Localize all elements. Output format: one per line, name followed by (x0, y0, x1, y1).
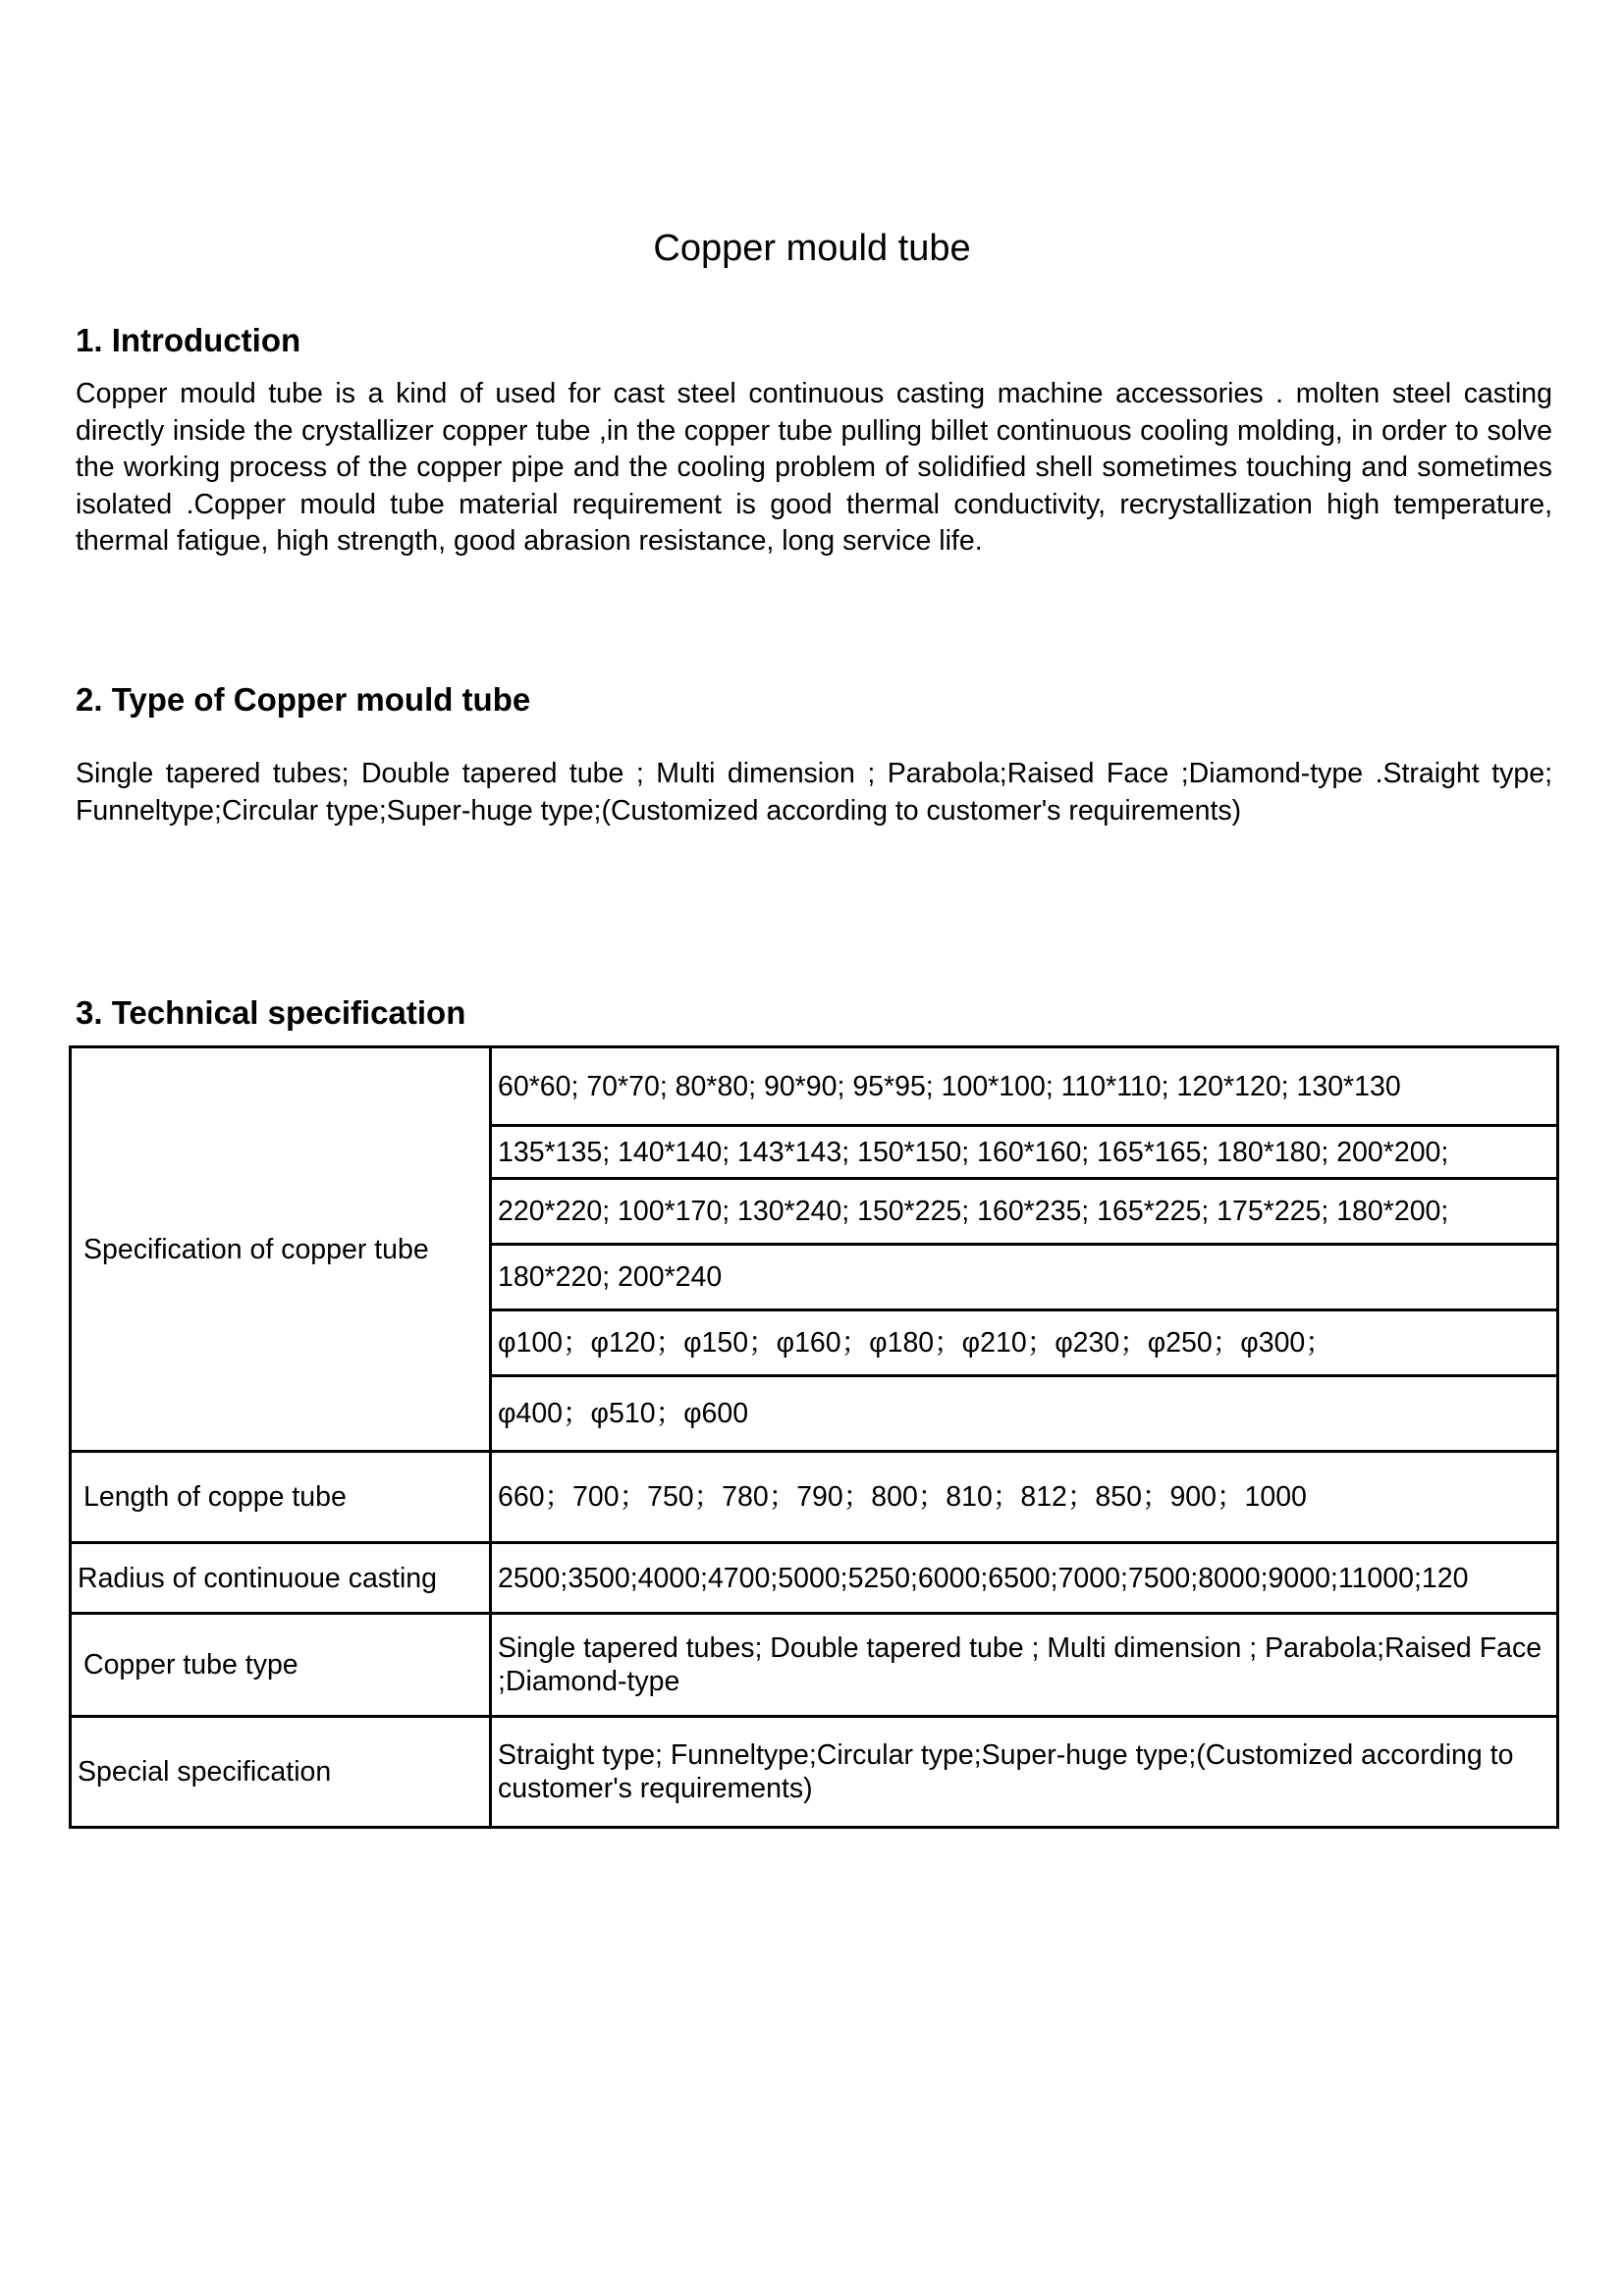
spec-row: 180*220; 200*240 (491, 1245, 1558, 1310)
special-value: Straight type; Funneltype;Circular type;Super-huge type;(Customized according to customer's requirements) (491, 1717, 1558, 1828)
spec-label: Specification of copper tube (71, 1047, 491, 1452)
introduction-heading: 1. Introduction (76, 322, 301, 358)
type-value: Single tapered tubes; Double tapered tube ; Multi dimension ; Parabola;Raised Face ;Diamond-type (491, 1614, 1558, 1717)
table-row (71, 1717, 1558, 1828)
spec-table (69, 1045, 1559, 1829)
spec-row: 60*60; 70*70; 80*80; 90*90; 95*95; 100*100; 110*110; 120*120; 130*130 (491, 1047, 1558, 1126)
types-text: Single tapered tubes; Double tapered tube ; Multi dimension ; Parabola;Raised Face ;Diamond-type .Straight type; Funneltype;Circular type;Super-huge type;(Customized according to customer's requirements) (76, 758, 1552, 827)
types-heading: 2. Type of Copper mould tube (76, 681, 531, 718)
page-title: Copper mould tube (653, 228, 971, 269)
table-row (71, 1452, 1558, 1543)
radius-label: Radius of continuoue casting (71, 1543, 491, 1614)
radius-value: 2500;3500;4000;4700;5000;5250;6000;6500;7000;7500;8000;9000;11000;120 (491, 1543, 1558, 1614)
technical-heading: 3. Technical specification (76, 994, 466, 1031)
introduction-text: Copper mould tube is a kind of used for cast steel continuous casting machine accessories . molten steel casting directly inside the crystallizer copper tube ,in the copper tube pulling billet continuous cooling molding, in order to solve the working process of the copper pipe and the cooling problem of solidified shell sometimes touching and sometimes isolated .Copper mould tube material requirement is good thermal conductivity, recrystallization high temperature, thermal fatigue, high strength, good abrasion resistance, long service life. (76, 378, 1552, 557)
length-label: Length of coppe tube (71, 1452, 491, 1543)
spec-row: 135*135; 140*140; 143*143; 150*150; 160*160; 165*165; 180*180; 200*200; (491, 1126, 1558, 1179)
spec-row: φ400；φ510；φ600 (491, 1376, 1558, 1452)
type-label: Copper tube type (71, 1614, 491, 1717)
table-row (71, 1614, 1558, 1717)
table-row (71, 1047, 1558, 1126)
spec-row: φ100；φ120；φ150；φ160；φ180；φ210；φ230；φ250；φ300； (491, 1310, 1558, 1376)
length-value: 660；700；750；780；790；800；810；812；850；900；1000 (491, 1452, 1558, 1543)
spec-row: 220*220; 100*170; 130*240; 150*225; 160*235; 165*225; 175*225; 180*200; (491, 1179, 1558, 1245)
table-row (71, 1543, 1558, 1614)
special-label: Special specification (71, 1717, 491, 1828)
